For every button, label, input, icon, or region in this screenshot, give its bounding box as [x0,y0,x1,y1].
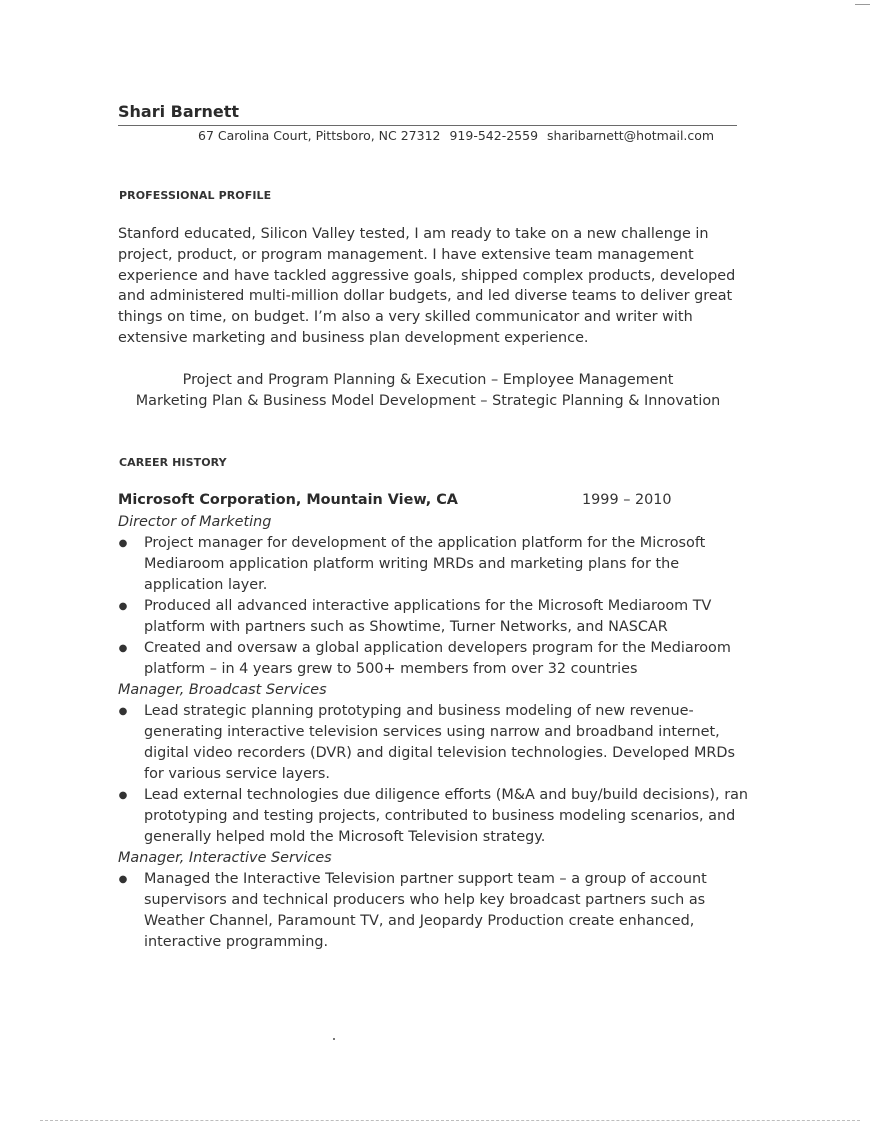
address: 67 Carolina Court, Pittsboro, NC 27312 [198,128,441,143]
bullet-icon: ● [118,601,128,612]
bullet-line: Created and oversaw a global application developers program for the Mediaroom [144,640,731,656]
bullet-line: Managed the Interactive Television partner support team – a group of account [144,871,707,887]
scan-speck [333,1038,335,1040]
section-title-profile: PROFESSIONAL PROFILE [119,189,272,202]
scan-corner-mark [855,4,870,5]
phone-number: 919-542-2559 [449,128,539,143]
bullet-line: generating interactive television services using narrow and broadband internet, [144,724,720,740]
skills-line: Project and Program Planning & Execution – Employee Management [182,372,674,388]
bullet-line: platform with partners such as Showtime, Turner Networks, and NASCAR [144,619,668,635]
bullet-line: platform – in 4 years grew to 500+ members from over 32 countries [144,661,638,677]
bullet-line: application layer. [144,577,268,593]
bullet-line: prototyping and testing projects, contributed to business modeling scenarios, and [144,808,736,824]
bullet-item [118,785,758,848]
profile-line: project, product, or program management. I have extensive team management [118,246,694,263]
bullet-icon: ● [118,706,128,717]
bullet-icon: ● [118,643,128,654]
role-title: Manager, Interactive Services [118,850,332,866]
role-title: Manager, Broadcast Services [118,682,327,698]
bullet-line: supervisors and technical producers who help key broadcast partners such as [144,892,706,908]
profile-line: experience and have tackled aggressive goals, shipped complex products, developed [118,267,736,284]
bullet-item [118,596,758,638]
bullet-line: Produced all advanced interactive applications for the Microsoft Mediaroom TV [144,598,712,614]
candidate-name: Shari Barnett [118,102,240,121]
bullet-line: for various service layers. [144,766,330,782]
bullet-line: generally helped mold the Microsoft Television strategy. [144,829,546,845]
scan-bottom-edge [40,1120,860,1122]
employment-dates: 1999 – 2010 [582,492,672,508]
bullet-line: Lead external technologies due diligence efforts (M&A and buy/build decisions), ran [144,787,749,803]
bullet-icon: ● [118,874,128,885]
profile-paragraph [118,224,738,349]
profile-line: extensive marketing and business plan development experience. [118,329,589,346]
bullet-line: interactive programming. [144,934,329,950]
bullet-item [118,638,758,680]
bullet-item [118,701,758,785]
bullet-line: Lead strategic planning prototyping and business modeling of new revenue- [144,703,694,719]
bullet-item [118,533,758,596]
profile-line: things on time, on budget. I’m also a very skilled communicator and writer with [118,309,693,326]
profile-line: Stanford educated, Silicon Valley tested, I am ready to take on a new challenge in [118,226,709,242]
section-title-career: CAREER HISTORY [119,456,227,469]
bullet-item [118,869,758,953]
bullet-icon: ● [118,790,128,801]
career-history [118,512,758,953]
skills-summary [118,370,738,412]
bullet-line: Project manager for development of the application platform for the Microsoft [144,535,706,551]
header-divider [118,125,737,126]
bullet-icon: ● [118,538,128,549]
email-address: sharibarnett@hotmail.com [547,128,715,143]
bullet-line: Weather Channel, Paramount TV, and Jeopardy Production create enhanced, [144,913,695,929]
skills-line: Marketing Plan & Business Model Development – Strategic Planning & Innovation [135,393,721,409]
role-title: Director of Marketing [118,514,272,530]
company-name: Microsoft Corporation, Mountain View, CA [118,492,458,508]
profile-line: and administered multi-million dollar budgets, and led diverse teams to deliver great [118,288,733,305]
contact-line [198,128,714,143]
bullet-line: Mediaroom application platform writing MRDs and marketing plans for the [144,556,680,572]
bullet-line: digital video recorders (DVR) and digital television technologies. Developed MRDs [144,745,735,761]
